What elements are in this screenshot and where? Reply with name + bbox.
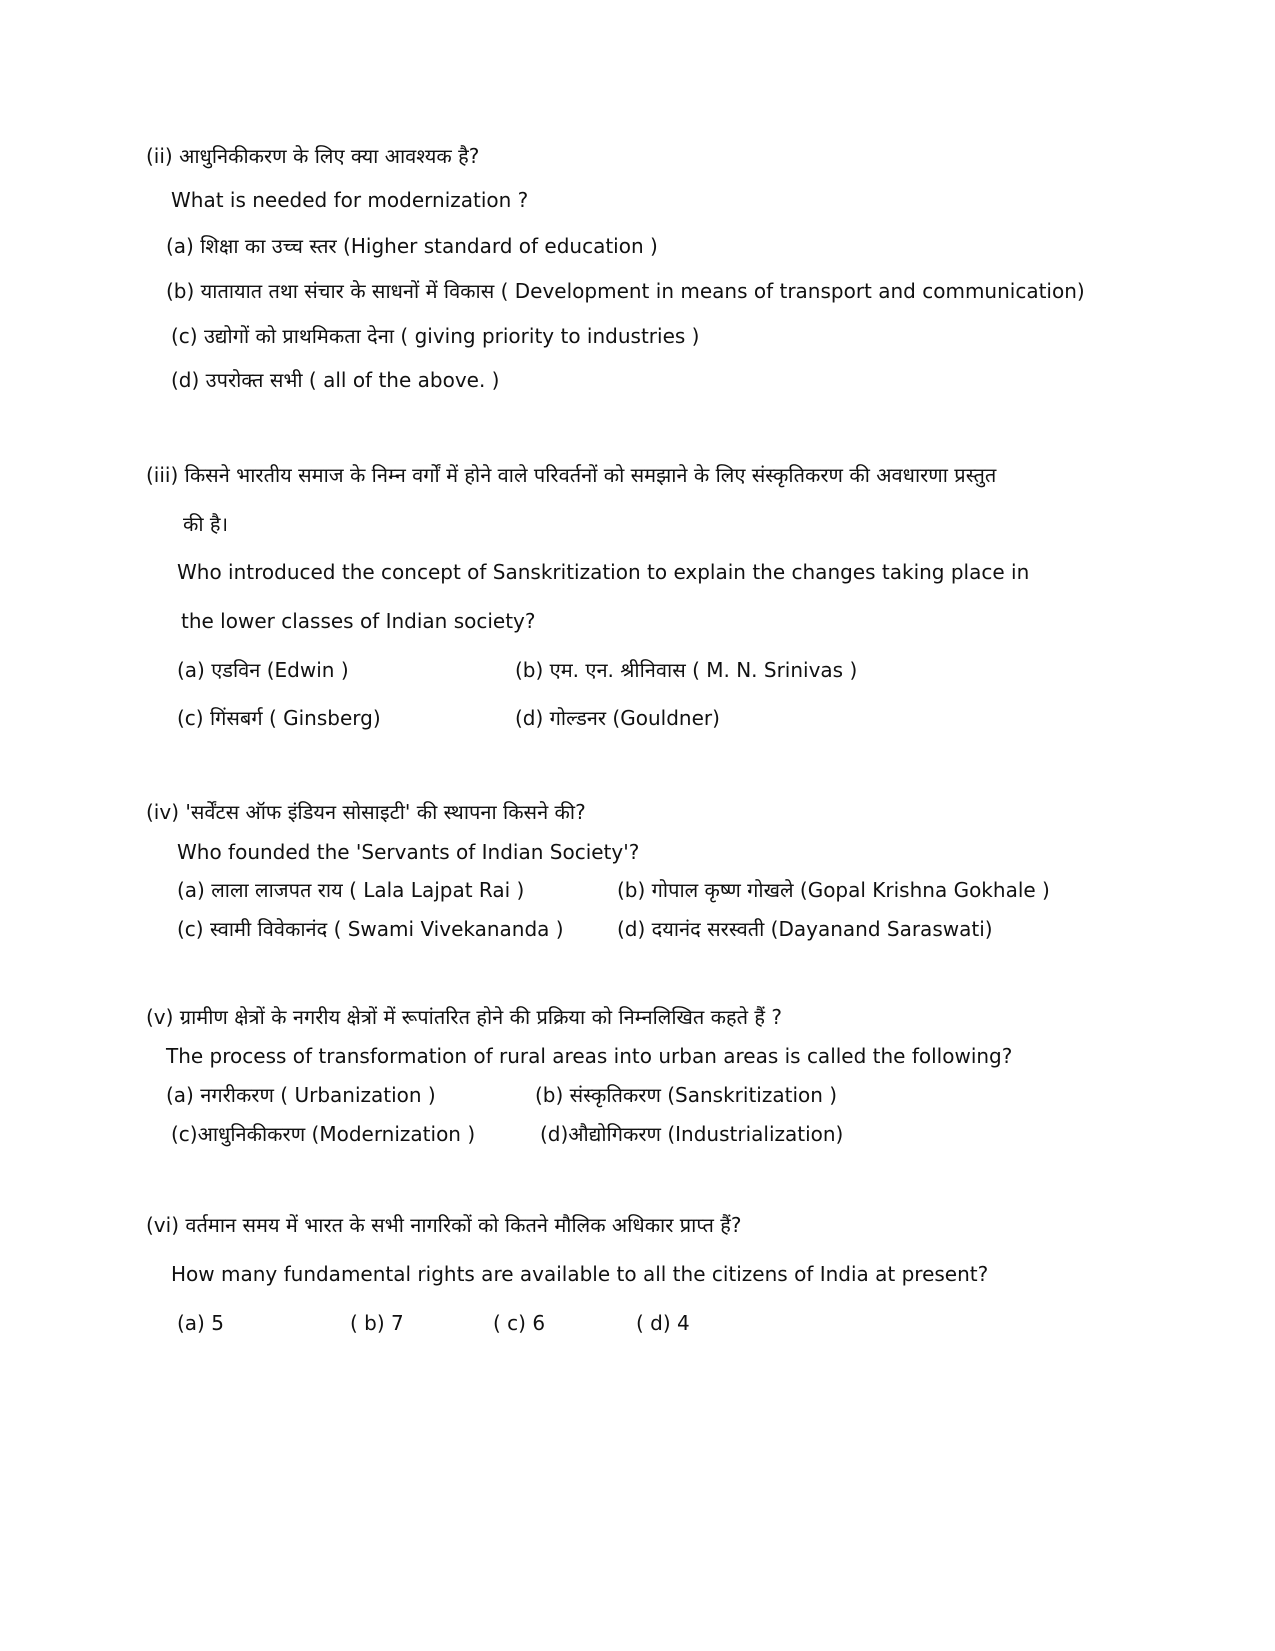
q6-english: How many fundamental rights are available to all the citizens of India at present?: [171, 1262, 989, 1286]
q4-option-d: (d) दयानंद सरस्वती (Dayanand Saraswati): [617, 917, 993, 941]
q5-option-a: (a) नगरीकरण ( Urbanization ): [166, 1083, 436, 1107]
q3-hindi-line1: (iii) किसने भारतीय समाज के निम्न वर्गों में होने वाले परिवर्तनों को समझाने के लिए संस्कृतिकरण की अवधारणा प्रस्तुत: [146, 463, 997, 487]
q4-option-b: (b) गोपाल कृष्ण गोखले (Gopal Krishna Gokhale ): [617, 878, 1050, 902]
q3-english-line1: Who introduced the concept of Sanskritization to explain the changes taking place in: [177, 560, 1030, 584]
q6-option-a: (a) 5: [177, 1311, 224, 1335]
q3-option-b: (b) एम. एन. श्रीनिवास ( M. N. Srinivas ): [515, 658, 858, 682]
q4-hindi: (iv) 'सर्वेंटस ऑफ इंडियन सोसाइटी' की स्थापना किसने की?: [146, 800, 586, 824]
q6-option-d: ( d) 4: [636, 1311, 690, 1335]
q5-hindi: (v) ग्रामीण क्षेत्रों के नगरीय क्षेत्रों में रूपांतरित होने की प्रक्रिया को निम्नलिखित कहते हैं ?: [146, 1005, 782, 1029]
q2-option-a: (a) शिक्षा का उच्च स्तर (Higher standard of education ): [166, 234, 658, 258]
q6-option-b: ( b) 7: [350, 1311, 404, 1335]
q5-english: The process of transformation of rural areas into urban areas is called the following?: [166, 1044, 1013, 1068]
q5-option-d: (d)औद्योगिकरण (Industrialization): [540, 1122, 844, 1146]
q3-english-line2: the lower classes of Indian society?: [181, 609, 536, 633]
q5-option-b: (b) संस्कृतिकरण (Sanskritization ): [535, 1083, 838, 1107]
q2-option-b: (b) यातायात तथा संचार के साधनों में विकास ( Development in means of transport and communication): [166, 279, 1085, 303]
q4-english: Who founded the 'Servants of Indian Society'?: [177, 840, 640, 864]
q6-hindi: (vi) वर्तमान समय में भारत के सभी नागरिकों को कितने मौलिक अधिकार प्राप्त हैं?: [146, 1213, 742, 1237]
q3-option-c: (c) गिंसबर्ग ( Ginsberg): [177, 706, 381, 730]
q4-option-a: (a) लाला लाजपत राय ( Lala Lajpat Rai ): [177, 878, 525, 902]
q4-option-c: (c) स्वामी विवेकानंद ( Swami Vivekananda ): [177, 917, 564, 941]
q5-option-c: (c)आधुनिकीकरण (Modernization ): [171, 1122, 476, 1146]
q3-option-a: (a) एडविन (Edwin ): [177, 658, 349, 682]
q2-english: What is needed for modernization ?: [171, 188, 529, 212]
q2-option-c: (c) उद्योगों को प्राथमिकता देना ( giving priority to industries ): [171, 324, 700, 348]
q2-hindi: (ii) आधुनिकीकरण के लिए क्या आवश्यक है?: [146, 144, 480, 168]
q3-option-d: (d) गोल्डनर (Gouldner): [515, 706, 720, 730]
q2-option-d: (d) उपरोक्त सभी ( all of the above. ): [171, 368, 500, 392]
q3-hindi-line2: की है।: [183, 512, 229, 536]
q6-option-c: ( c) 6: [493, 1311, 546, 1335]
